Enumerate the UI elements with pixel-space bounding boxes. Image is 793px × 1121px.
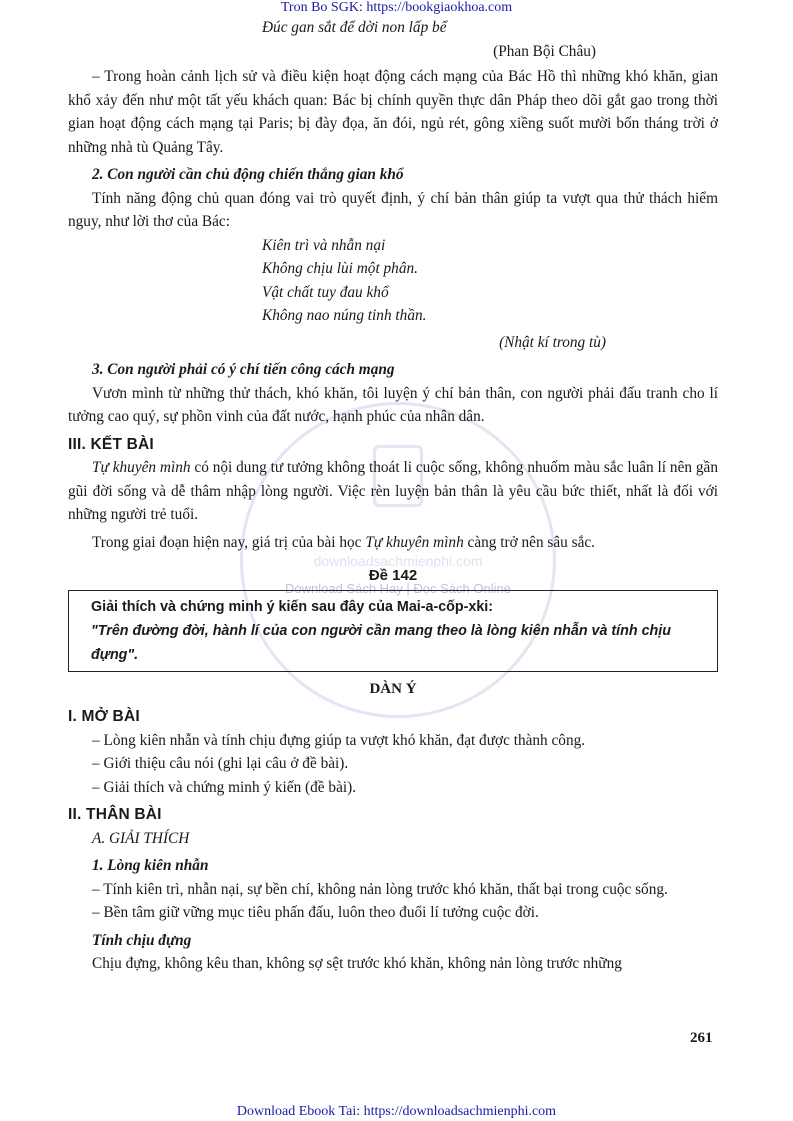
poem-source: (Phan Bội Châu) — [493, 42, 596, 60]
header-link[interactable]: Tron Bo SGK: https://bookgiaokhoa.com — [280, 0, 513, 15]
poem-source: (Nhật kí trong tù) — [499, 333, 606, 351]
paragraph — [68, 531, 718, 555]
list-item: – Giải thích và chứng minh ý kiến (đề bài). — [92, 778, 357, 796]
list-item: – Tính kiên trì, nhẫn nại, sự bền chí, không nản lòng trước khó khăn, thất bại trong cuộc sống. — [92, 880, 668, 898]
list-item: – Lòng kiên nhẫn và tính chịu đựng giúp ta vượt khó khăn, đạt được thành công. — [92, 731, 586, 749]
poem-line: Đúc gan sắt để dời non lấp bể — [262, 19, 447, 36]
page-content — [68, 16, 718, 976]
paragraph: Tính năng động chủ quan đóng vai trò quyết định, ý chí bản thân giúp ta vượt qua thử thách hiểm nguy, như lời thơ của Bác: — [68, 189, 718, 230]
exercise-quote: "Trên đường đời, hành lí của con người cần mang theo là lòng kiên nhẫn và tính chịu đựng". — [91, 622, 671, 663]
page-number: 261 — [690, 1030, 713, 1046]
poem-line: Kiên trì và nhẫn nại — [262, 236, 386, 254]
section-heading: I. MỞ BÀI — [68, 708, 140, 725]
section-heading: II. THÂN BÀI — [68, 806, 162, 823]
exercise-title: Đề 142 — [368, 567, 418, 584]
section-heading: III. KẾT BÀI — [68, 435, 154, 453]
work-title: Tự khuyên mình — [365, 533, 464, 551]
watermark-label: Download Sách Hay | Đọc Sách Online — [285, 581, 511, 596]
footer-link[interactable]: Download Ebook Tai: https://downloadsachmienphi.com — [236, 1104, 557, 1119]
poem-line: Không chịu lùi một phân. — [262, 260, 418, 277]
watermark-url: downloadsachmienphi.com — [313, 553, 483, 569]
paragraph-text: càng trở nên sâu sắc. — [463, 533, 595, 551]
subsection-title: 2. Con người cần chủ động chiến thắng gian khổ — [92, 166, 404, 183]
list-item: – Giới thiệu câu nói (ghi lại câu ở đề bài). — [92, 755, 349, 772]
work-title: Tự khuyên mình — [92, 459, 191, 476]
paragraph — [68, 456, 718, 527]
exercise-prompt: Giải thích và chứng minh ý kiến sau đây của Mai-a-cốp-xki: — [91, 598, 494, 615]
poem-line: Vật chất tuy đau khổ — [262, 283, 389, 301]
paragraph: Vươn mình từ những thử thách, khó khăn, tôi luyện ý chí bản thân, con người phải đấu tranh cho lí tưởng cao quý, sự phồn vinh của đất nước, hạnh phúc của nhân dân. — [68, 384, 718, 425]
list-item: – Bền tâm giữ vững mục tiêu phấn đấu, luôn theo đuổi lí tưởng cuộc đời. — [92, 904, 539, 921]
poem-line: Không nao núng tinh thần. — [262, 307, 427, 324]
paragraph: Chịu đựng, không kêu than, không sợ sệt trước khó khăn, không nản lòng trước những — [92, 955, 622, 972]
paragraph-text: có nội dung tư tưởng không thoát li cuộc sống, không nhuốm màu sắc luân lí nên gần gũi đời sống và dễ thâm nhập lòng người. Việc rèn luyện bản thân là yêu cầu bức thiết, nhất là đối với những người trẻ tuổi. — [68, 459, 718, 523]
paragraph-text: Trong giai đoạn hiện nay, giá trị của bài học — [92, 533, 366, 551]
subsection-title: 1. Lòng kiên nhẫn — [92, 857, 209, 874]
paragraph: – Trong hoàn cảnh lịch sử và điều kiện hoạt động cách mạng của Bác Hồ thì những khó khăn, gian khổ xảy đến như một tất yếu khách quan: Bác bị chính quyền thực dân Pháp theo dõi gắt gao trong thời gian hoạt động cách mạng tại Paris; bị đày đọa, ăn đói, ngủ rét, gông xiềng suốt mười bốn tháng trời ở những nhà tù Quảng Tây. — [68, 68, 718, 156]
exercise-box — [68, 590, 718, 672]
part-title: A. GIẢI THÍCH — [92, 829, 190, 847]
subsection-title: 3. Con người phải có ý chí tiến công cách mạng — [92, 361, 395, 378]
outline-title: DÀN Ý — [369, 680, 417, 697]
subsection-title: Tính chịu đựng — [92, 931, 192, 949]
